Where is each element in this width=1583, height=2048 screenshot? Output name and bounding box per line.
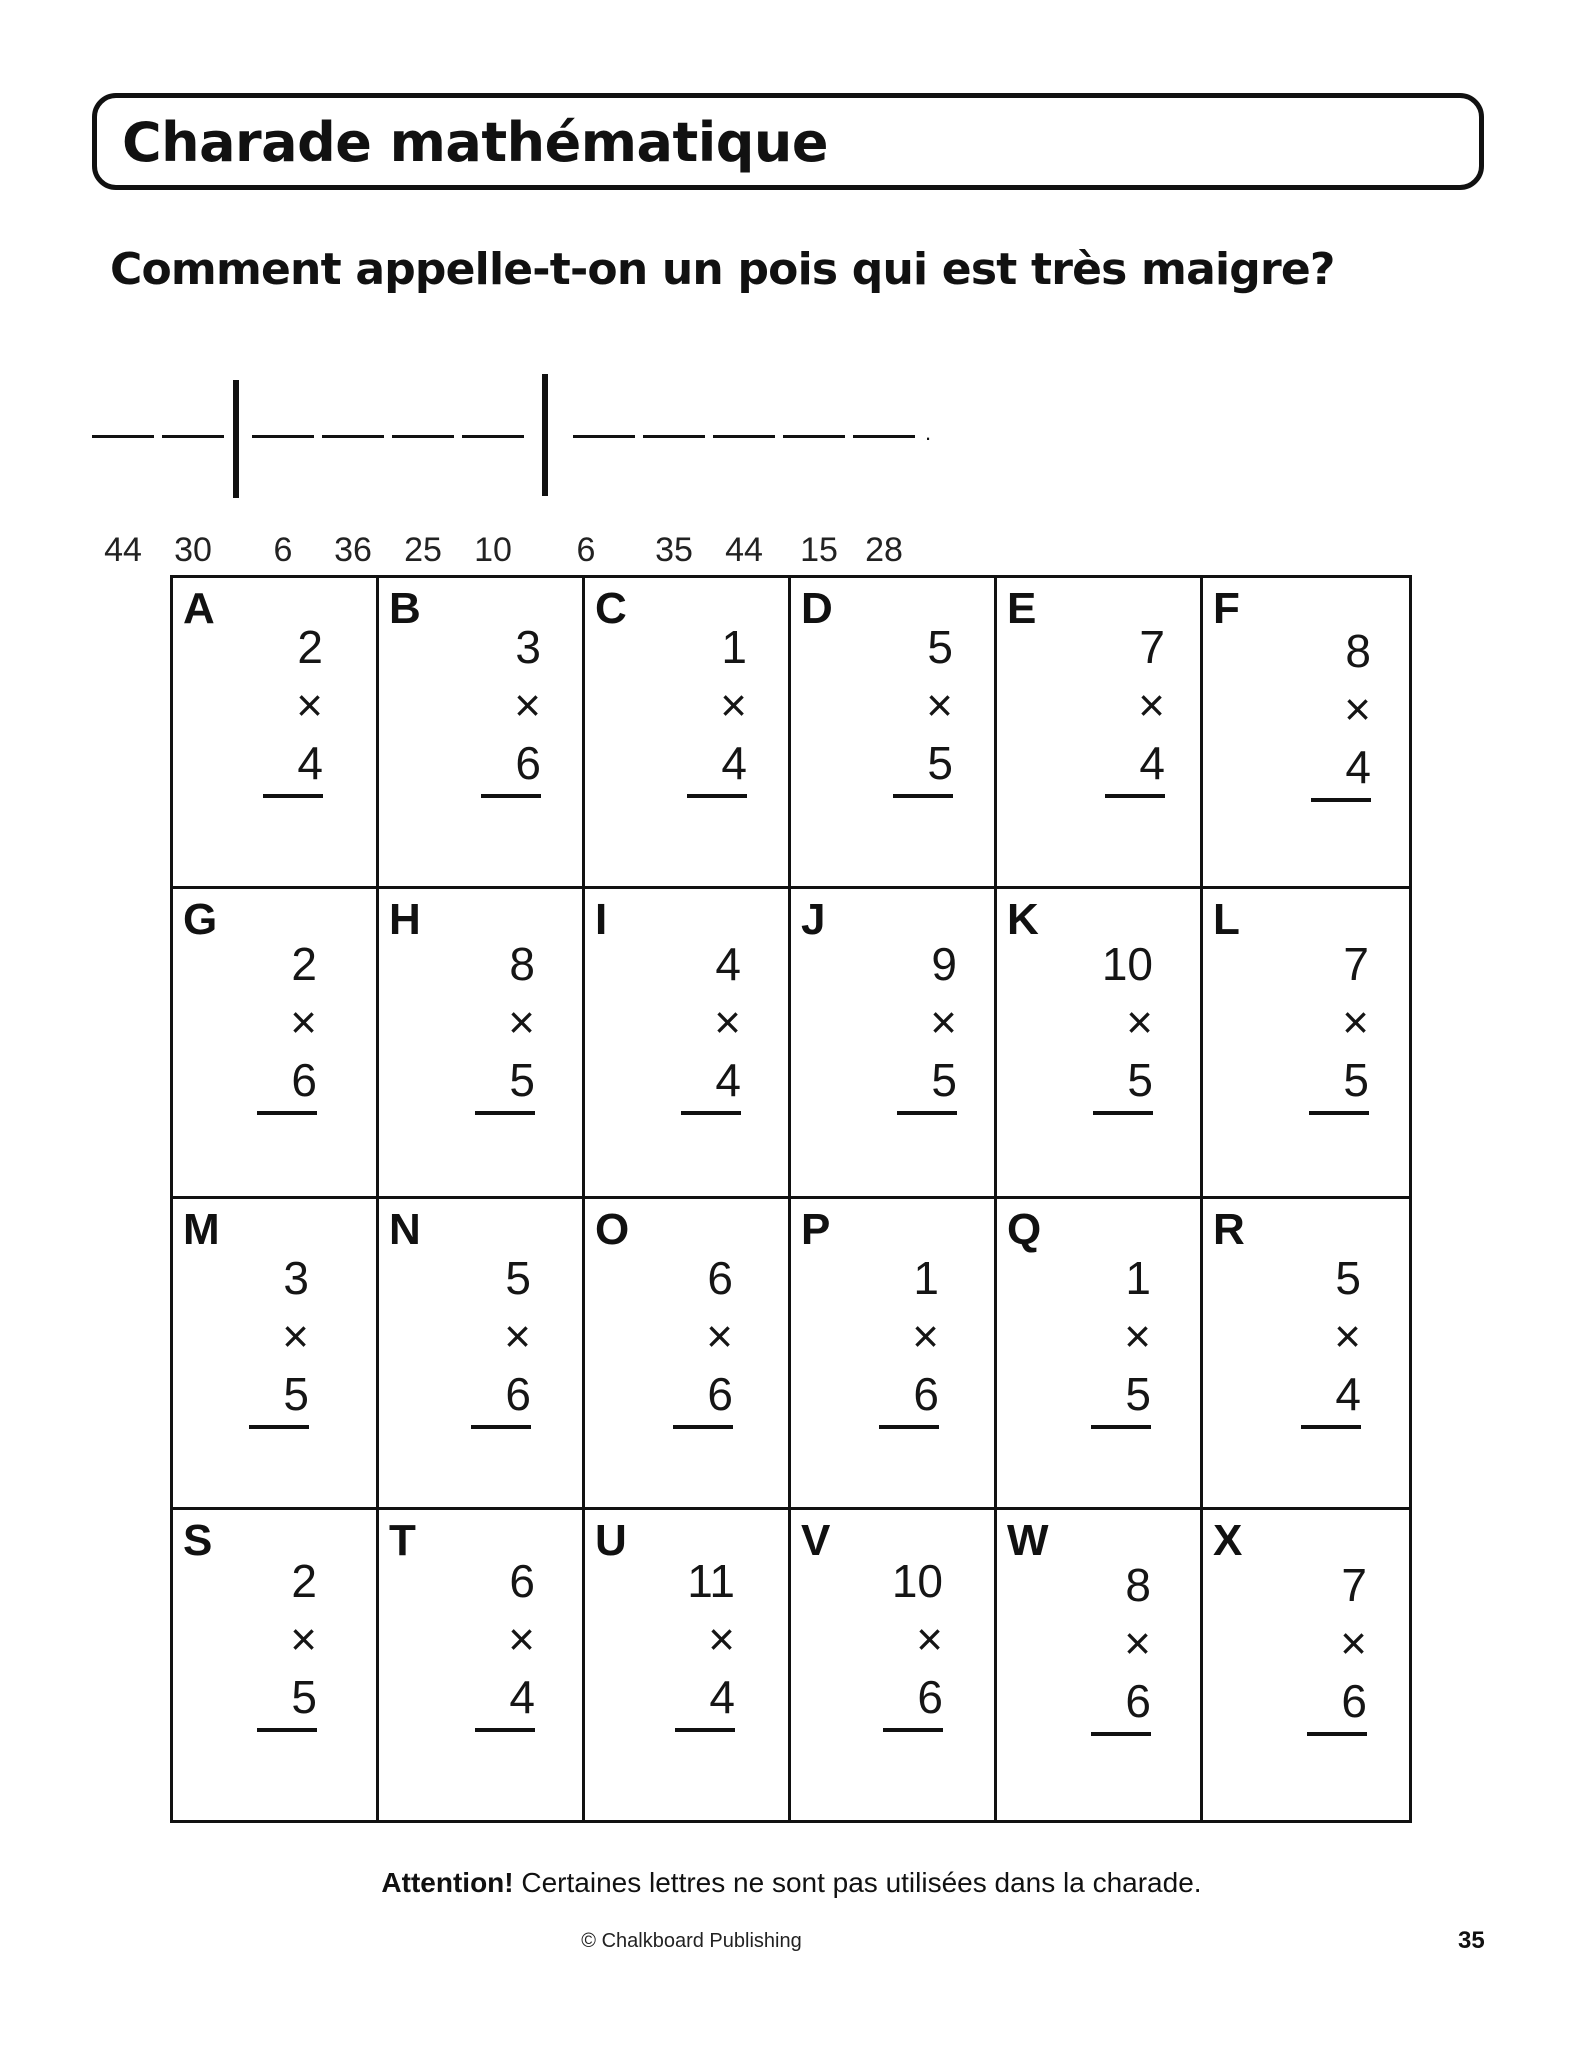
multiplication-problem bbox=[1269, 935, 1369, 1115]
multiplication-problem bbox=[1053, 935, 1153, 1115]
blank-code: 36 bbox=[334, 531, 372, 569]
cell-letter: C bbox=[595, 584, 627, 633]
problem-multiplicand: 2 bbox=[291, 937, 317, 990]
page-title: Charade mathématique bbox=[122, 111, 829, 174]
blank-code: 44 bbox=[725, 531, 763, 569]
cell-letter: G bbox=[183, 894, 218, 944]
blank-code: 30 bbox=[174, 531, 212, 569]
grid-cell-s[interactable] bbox=[173, 1510, 379, 1821]
cell-letter: V bbox=[801, 1515, 831, 1565]
answer-row bbox=[0, 360, 1000, 569]
blank-code: 6 bbox=[273, 531, 293, 569]
problem-multiplicand: 9 bbox=[931, 937, 957, 990]
blank-line bbox=[783, 435, 845, 438]
multiplication-problem bbox=[1261, 1249, 1361, 1429]
blank-code: 6 bbox=[576, 531, 596, 569]
blank-code: 25 bbox=[404, 531, 442, 569]
cell-letter: O bbox=[595, 1205, 630, 1254]
problem-multiplicand: 5 bbox=[1335, 1252, 1361, 1304]
multiplication-problem bbox=[647, 618, 747, 798]
problem-multiplicand: 7 bbox=[1341, 1558, 1367, 1611]
grid-cell-n[interactable] bbox=[379, 1199, 585, 1510]
cell-letter: R bbox=[1213, 1205, 1245, 1254]
grid-cell-o[interactable] bbox=[585, 1199, 791, 1510]
problem-multiplier: × 6 bbox=[883, 1610, 943, 1732]
problem-multiplier: × 4 bbox=[687, 676, 747, 798]
problem-multiplicand: 1 bbox=[721, 621, 747, 673]
grid-cell-t[interactable] bbox=[379, 1510, 585, 1821]
cell-letter: S bbox=[183, 1515, 213, 1565]
multiplication-problem bbox=[839, 1249, 939, 1429]
multiplication-problem bbox=[843, 1552, 943, 1732]
cell-letter: U bbox=[595, 1515, 627, 1565]
grid-cell-e[interactable] bbox=[997, 578, 1203, 889]
cell-letter: L bbox=[1213, 894, 1240, 944]
grid-cell-k[interactable] bbox=[997, 889, 1203, 1200]
blank-code: 28 bbox=[865, 531, 903, 569]
grid-cell-j[interactable] bbox=[791, 889, 997, 1200]
multiplication-problem bbox=[435, 1552, 535, 1732]
problem-multiplicand: 1 bbox=[913, 1252, 939, 1304]
problem-multiplier: × 6 bbox=[481, 676, 541, 798]
cell-letter: I bbox=[595, 894, 608, 944]
problem-multiplier: × 6 bbox=[879, 1307, 939, 1429]
problem-multiplier: × 6 bbox=[471, 1307, 531, 1429]
problem-multiplier: × 4 bbox=[1105, 676, 1165, 798]
cell-letter: K bbox=[1007, 894, 1039, 944]
problem-multiplicand: 7 bbox=[1343, 937, 1369, 990]
blank-line bbox=[643, 435, 705, 438]
blank-code: 44 bbox=[104, 531, 142, 569]
multiplication-problem bbox=[1267, 1556, 1367, 1736]
blank-line bbox=[853, 435, 915, 438]
blank-line bbox=[462, 435, 524, 438]
grid-cell-c[interactable] bbox=[585, 578, 791, 889]
cell-letter: N bbox=[389, 1205, 421, 1254]
grid-cell-r[interactable] bbox=[1203, 1199, 1409, 1510]
problem-multiplier: × 5 bbox=[1093, 993, 1153, 1115]
cell-letter: X bbox=[1213, 1515, 1243, 1565]
problem-multiplicand: 3 bbox=[515, 621, 541, 673]
problem-multiplier: × 4 bbox=[681, 993, 741, 1115]
grid-cell-l[interactable] bbox=[1203, 889, 1409, 1200]
page-number: 35 bbox=[1458, 1927, 1485, 1954]
blank-line bbox=[713, 435, 775, 438]
grid-cell-p[interactable] bbox=[791, 1199, 997, 1510]
cell-letter: F bbox=[1213, 584, 1240, 633]
multiplication-problem bbox=[853, 618, 953, 798]
problem-multiplier: × 4 bbox=[675, 1610, 735, 1732]
cell-letter: E bbox=[1007, 584, 1037, 633]
multiplication-problem bbox=[1051, 1249, 1151, 1429]
problem-multiplicand: 10 bbox=[1101, 937, 1153, 990]
multiplication-problem bbox=[223, 618, 323, 798]
blank-line bbox=[92, 435, 154, 438]
multiplication-problem bbox=[441, 618, 541, 798]
multiplication-problem bbox=[857, 935, 957, 1115]
problem-multiplicand: 2 bbox=[291, 1554, 317, 1607]
problem-multiplicand: 5 bbox=[927, 621, 953, 673]
attention-notice bbox=[0, 1866, 1583, 1900]
problem-multiplicand: 6 bbox=[509, 1554, 535, 1607]
problem-multiplier: × 6 bbox=[257, 993, 317, 1115]
blank-line bbox=[573, 435, 635, 438]
problem-multiplicand: 7 bbox=[1139, 621, 1165, 673]
problem-multiplier: × 6 bbox=[1307, 1614, 1367, 1736]
multiplication-problem bbox=[217, 935, 317, 1115]
cell-letter: T bbox=[389, 1515, 416, 1565]
problem-multiplicand: 11 bbox=[687, 1554, 735, 1607]
grid-cell-v[interactable] bbox=[791, 1510, 997, 1821]
cell-letter: Q bbox=[1007, 1205, 1042, 1254]
multiplication-problem bbox=[435, 935, 535, 1115]
problem-multiplier: × 5 bbox=[897, 993, 957, 1115]
problem-multiplier: × 5 bbox=[257, 1610, 317, 1732]
cell-letter: A bbox=[183, 584, 215, 633]
cell-letter: J bbox=[801, 894, 826, 944]
notice-label: Attention! bbox=[381, 1867, 514, 1898]
multiplication-problem bbox=[1051, 1556, 1151, 1736]
cell-letter: P bbox=[801, 1205, 831, 1254]
grid-cell-h[interactable] bbox=[379, 889, 585, 1200]
problem-multiplicand: 10 bbox=[891, 1554, 943, 1607]
multiplication-problem bbox=[1271, 622, 1371, 802]
grid-cell-w[interactable] bbox=[997, 1510, 1203, 1821]
problem-multiplier: × 4 bbox=[475, 1610, 535, 1732]
multiplication-problem bbox=[217, 1552, 317, 1732]
multiplication-problem bbox=[209, 1249, 309, 1429]
problem-multiplicand: 8 bbox=[1345, 625, 1371, 677]
problem-multiplier: × 5 bbox=[1309, 993, 1369, 1115]
grid-cell-f[interactable] bbox=[1203, 578, 1409, 889]
multiplication-grid bbox=[170, 575, 1412, 1823]
problem-multiplier: × 4 bbox=[1301, 1307, 1361, 1429]
grid-cell-m[interactable] bbox=[173, 1199, 379, 1510]
cell-letter: H bbox=[389, 894, 421, 944]
grid-cell-q[interactable] bbox=[997, 1199, 1203, 1510]
cell-letter: M bbox=[183, 1205, 220, 1254]
problem-multiplier: × 5 bbox=[249, 1307, 309, 1429]
problem-multiplicand: 8 bbox=[509, 937, 535, 990]
title-box bbox=[92, 93, 1484, 190]
grid-cell-b[interactable] bbox=[379, 578, 585, 889]
riddle-question: Comment appelle-t-on un pois qui est très maigre? bbox=[110, 244, 1335, 295]
problem-multiplier: × 5 bbox=[1091, 1307, 1151, 1429]
word-separator bbox=[542, 374, 548, 496]
problem-multiplicand: 5 bbox=[505, 1252, 531, 1304]
grid-cell-a[interactable] bbox=[173, 578, 379, 889]
blank-code: 35 bbox=[655, 531, 693, 569]
blank-line bbox=[252, 435, 314, 438]
blank-line bbox=[162, 435, 224, 438]
blank-line bbox=[322, 435, 384, 438]
problem-multiplier: × 5 bbox=[475, 993, 535, 1115]
problem-multiplicand: 1 bbox=[1125, 1252, 1151, 1304]
notice-text: Certaines lettres ne sont pas utilisées dans la charade. bbox=[513, 1867, 1202, 1898]
problem-multiplier: × 4 bbox=[1311, 680, 1371, 802]
copyright: © Chalkboard Publishing bbox=[581, 1930, 802, 1952]
problem-multiplier: × 6 bbox=[673, 1307, 733, 1429]
cell-letter: B bbox=[389, 584, 421, 633]
multiplication-problem bbox=[1065, 618, 1165, 798]
problem-multiplier: × 4 bbox=[263, 676, 323, 798]
problem-multiplicand: 4 bbox=[715, 937, 741, 990]
multiplication-problem bbox=[633, 1249, 733, 1429]
problem-multiplier: × 6 bbox=[1091, 1614, 1151, 1736]
cell-letter: W bbox=[1007, 1515, 1049, 1565]
grid-cell-d[interactable] bbox=[791, 578, 997, 889]
multiplication-problem bbox=[635, 1552, 735, 1732]
problem-multiplicand: 6 bbox=[707, 1252, 733, 1304]
blank-line bbox=[392, 435, 454, 438]
grid-cell-x[interactable] bbox=[1203, 1510, 1409, 1821]
word-separator bbox=[233, 380, 239, 498]
blank-code: 15 bbox=[800, 531, 838, 569]
cell-letter: D bbox=[801, 584, 833, 633]
problem-multiplicand: 2 bbox=[297, 621, 323, 673]
multiplication-problem bbox=[641, 935, 741, 1115]
problem-multiplier: × 5 bbox=[893, 676, 953, 798]
end-punctuation: . bbox=[925, 420, 932, 445]
grid-cell-i[interactable] bbox=[585, 889, 791, 1200]
grid-cell-u[interactable] bbox=[585, 1510, 791, 1821]
problem-multiplicand: 3 bbox=[283, 1252, 309, 1304]
grid-cell-g[interactable] bbox=[173, 889, 379, 1200]
blank-code: 10 bbox=[474, 531, 512, 569]
multiplication-problem bbox=[431, 1249, 531, 1429]
problem-multiplicand: 8 bbox=[1125, 1558, 1151, 1611]
